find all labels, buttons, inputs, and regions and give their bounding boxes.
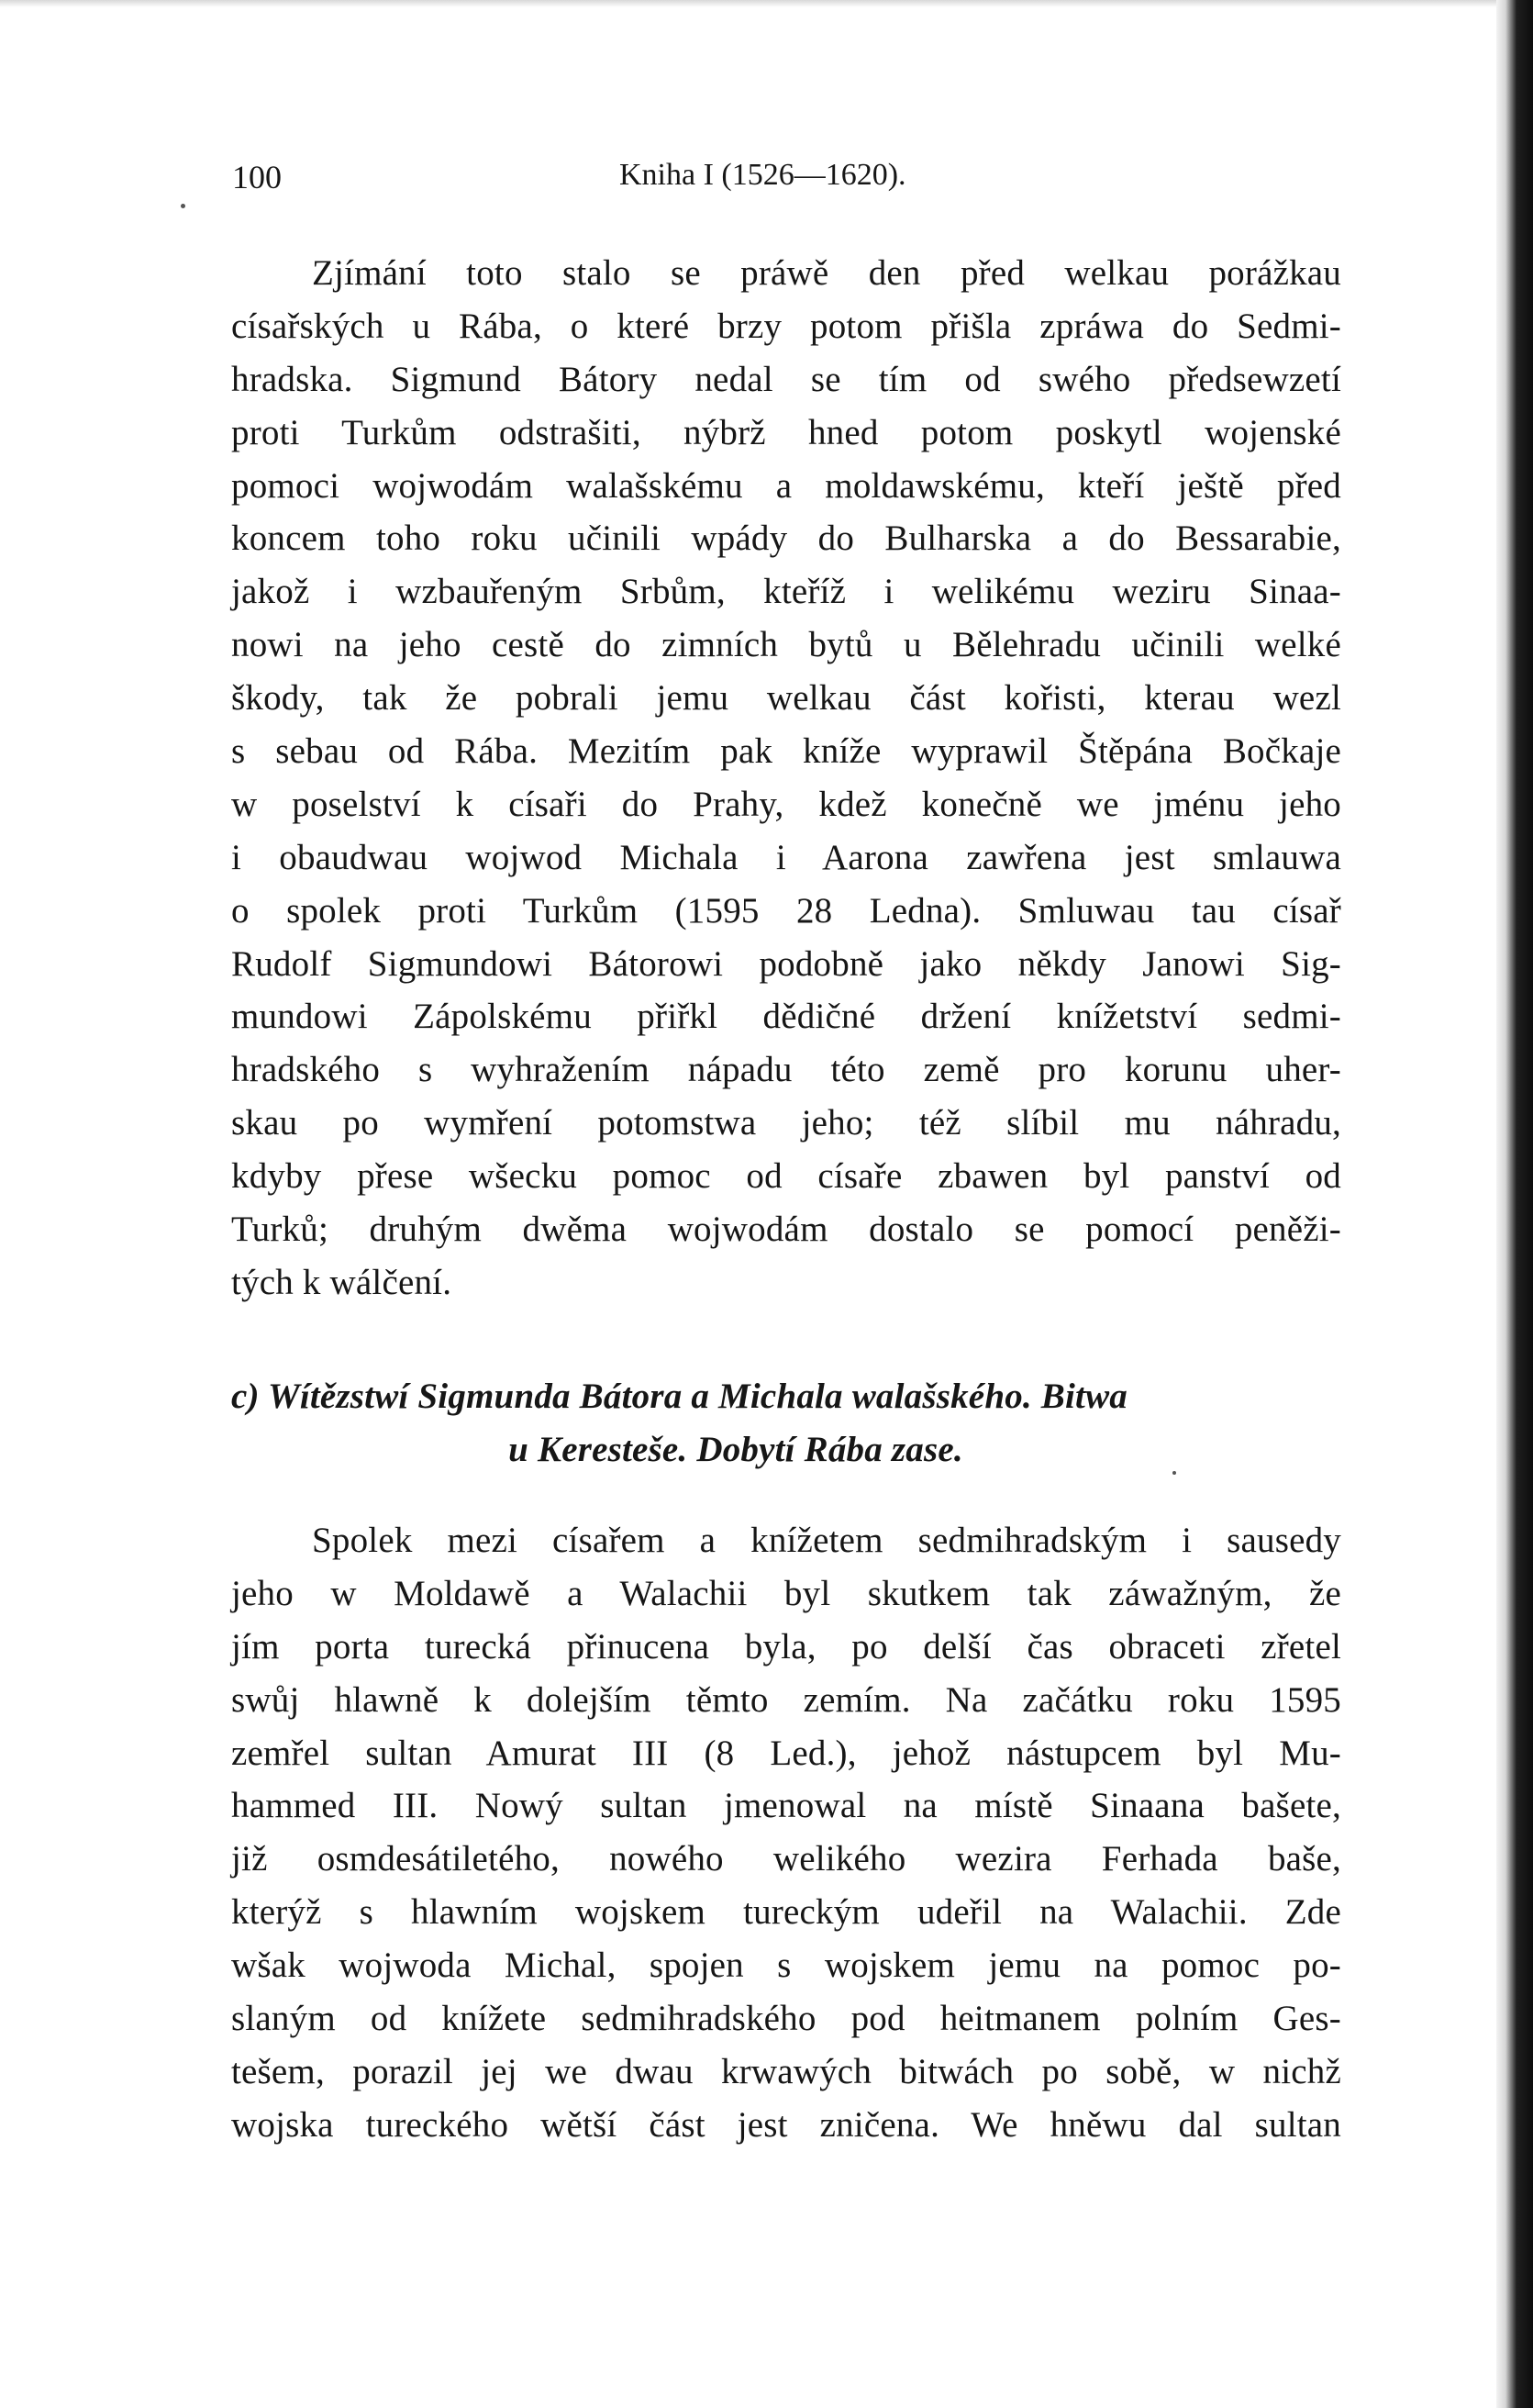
- text-line: tešem, porazil jej we dwau krwawých bitwách po sobě, w nichž: [231, 2051, 1341, 2091]
- paragraph-2: [231, 1514, 1341, 2152]
- text-line: Spolek mezi císařem a knížetem sedmihradským i sausedy: [312, 1521, 1341, 1560]
- scan-edge-top: [0, 0, 1496, 7]
- text-line: koncem toho roku učinili wpády do Bulharska a do Bessarabie,: [231, 518, 1341, 559]
- section-heading-line-2: u Keresteše. Dobytí Rába zase.: [508, 1430, 963, 1469]
- scan-edge-right: [1496, 0, 1533, 2408]
- text-line: kdyby přese wšecku pomoc od císaře zbawen byl panství od: [231, 1156, 1341, 1197]
- text-line: Turků; druhým dwěma wojwodám dostalo se pomocí peněži-: [231, 1210, 1341, 1250]
- text-line: již osmdesátiletého, nowého welikého wezira Ferhada baše,: [231, 1839, 1341, 1879]
- text-line: jeho w Moldawě a Walachii byl skutkem tak záwažným, že: [231, 1573, 1341, 1613]
- text-line: mundowi Zápolskému přiřkl dědičné držení knížetství sedmi-: [231, 997, 1341, 1037]
- text-line: i obaudwau wojwod Michala i Aarona zawřena jest smlauwa: [231, 837, 1341, 877]
- text-line: proti Turkům odstrašiti, nýbrž hned potom poskytl wojenské: [231, 412, 1341, 452]
- text-line: swůj hlawně k dolejším těmto zemím. Na začátku roku 1595: [231, 1679, 1341, 1720]
- text-line: císařských u Rába, o které brzy potom přišla zpráwa do Sedmi-: [231, 306, 1341, 346]
- text-line: Zjímání toto stalo se práwě den před welkau porážkau: [312, 253, 1341, 293]
- text-line: s sebau od Rába. Mezitím pak kníže wyprawil Štěpána Bočkaje: [231, 731, 1341, 772]
- text-line: hradska. Sigmund Bátory nedal se tím od swého předsewzetí: [231, 359, 1341, 399]
- text-line: wšak wojwoda Michal, spojen s wojskem jemu na pomoc po-: [231, 1945, 1341, 1986]
- scan-speck: [181, 204, 185, 208]
- text-line: hradského s wyhražením nápadu této země pro korunu uher-: [231, 1050, 1341, 1090]
- text-line: škody, tak že pobrali jemu welkau část kořisti, kterau wezl: [231, 678, 1341, 719]
- section-heading-line-1: c) Wítězstwí Sigmunda Bátora a Michala walašského. Bitwa: [231, 1377, 1128, 1416]
- text-line: pomoci wojwodám walašskému a moldawskému, kteří ještě před: [231, 465, 1341, 506]
- section-heading: [231, 1370, 1341, 1477]
- text-line: hammed III. Nowý sultan jmenowal na místě Sinaana bašete,: [231, 1786, 1341, 1826]
- running-title: Kniha I (1526—1620).: [619, 158, 906, 192]
- text-line: jakož i wzbauřeným Srbům, kteříž i welikému weziru Sinaa-: [231, 572, 1341, 612]
- text-line: wojska tureckého wětší část jest zničena. We hněwu dal sultan: [231, 2104, 1341, 2145]
- text-line: jím porta turecká přinucena byla, po delší čas obraceti zřetel: [231, 1626, 1341, 1667]
- page-number: 100: [232, 159, 282, 195]
- text-line: Rudolf Sigmundowi Bátorowi podobně jako někdy Janowi Sig-: [231, 943, 1341, 984]
- text-line: skau po wymření potomstwa jeho; též slíbil mu náhradu,: [231, 1103, 1341, 1143]
- text-line-last: tých k wálčení.: [231, 1262, 452, 1302]
- text-line: kterýž s hlawním wojskem tureckým udeřil na Walachii. Zde: [231, 1892, 1341, 1933]
- text-line: o spolek proti Turkům (1595 28 Ledna). Smluwau tau císař: [231, 890, 1341, 931]
- text-line: w poselství k císaři do Prahy, kdež konečně we jménu jeho: [231, 784, 1341, 824]
- text-line: slaným od knížete sedmihradského pod heitmanem polním Ges-: [231, 1999, 1341, 2039]
- text-line: zemřel sultan Amurat III (8 Led.), jehož nástupcem byl Mu-: [231, 1733, 1341, 1773]
- running-head: [232, 158, 1333, 204]
- paragraph-1: [231, 247, 1341, 1310]
- text-line: nowi na jeho cestě do zimních bytů u Bělehradu učinili welké: [231, 625, 1341, 665]
